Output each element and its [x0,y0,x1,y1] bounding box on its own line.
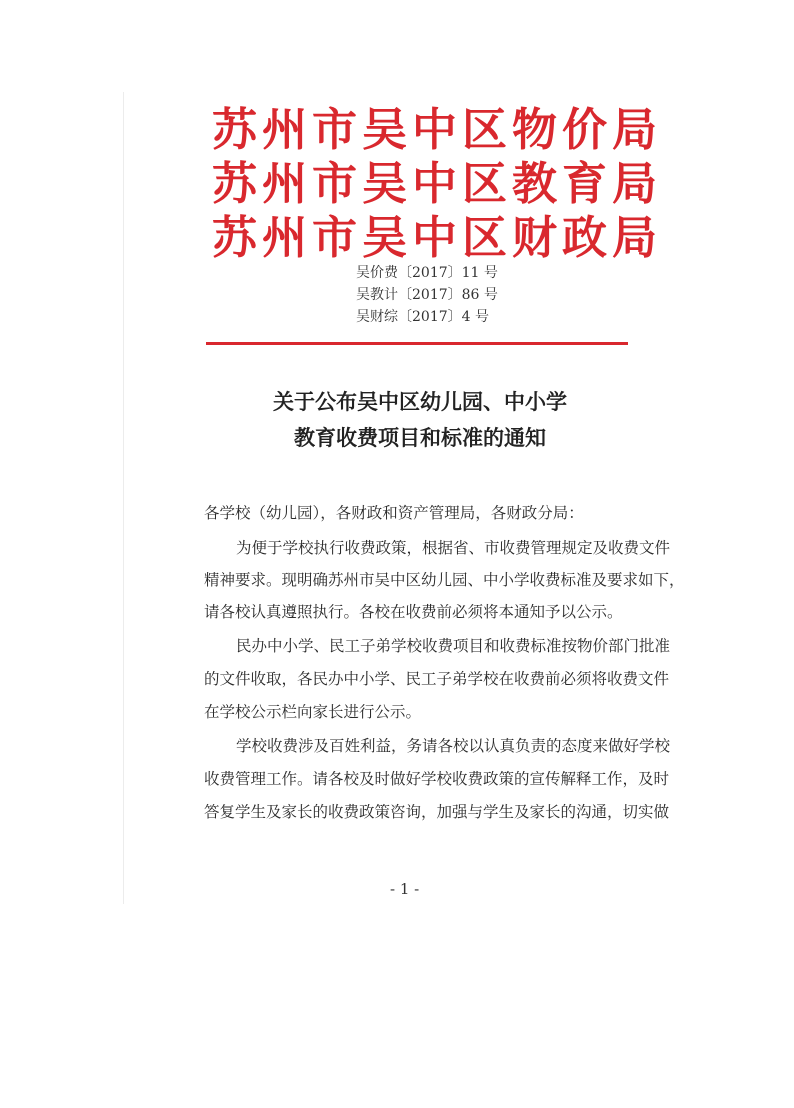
paragraph-line: 的文件收取，各民办中小学、民工子弟学校在收费前必须将收费文件 [204,670,670,688]
salutation: 各学校（幼儿园），各财政和资产管理局，各财政分局： [204,504,584,522]
paragraph-line: 答复学生及家长的收费政策咨询，加强与学生及家长的沟通，切实做 [204,803,670,821]
issuer-name: 苏州市吴中区教育局 [212,157,663,210]
document-number: 吴价费〔2017〕11 号 [356,265,498,281]
page-number: - 1 - [390,880,420,898]
paragraph-line: 学校收费涉及百姓利益，务请各校以认真负责的态度来做好学校 [236,737,671,755]
document-number: 吴教计〔2017〕86 号 [356,287,498,303]
paragraph-line: 为便于学校执行收费政策，根据省、市收费管理规定及收费文件 [236,539,671,557]
paragraph-line: 请各校认真遵照执行。各校在收费前必须将本通知予以公示。 [204,603,623,621]
document-number: 吴财综〔2017〕4 号 [356,309,489,325]
document-title: 教育收费项目和标准的通知 [294,425,546,450]
document-title: 关于公布吴中区幼儿园、中小学 [273,389,567,414]
paragraph-line: 收费管理工作。请各校及时做好学校收费政策的宣传解释工作，及时 [204,770,670,788]
issuer-name: 苏州市吴中区物价局 [212,103,663,156]
red-header-rule [206,342,628,345]
paragraph-line: 在学校公示栏向家长进行公示。 [204,703,422,721]
paragraph-line: 民办中小学、民工子弟学校收费项目和收费标准按物价部门批准 [236,637,671,655]
scan-edge [123,92,124,904]
issuer-name: 苏州市吴中区财政局 [212,211,663,264]
paragraph-line: 精神要求。现明确苏州市吴中区幼儿园、中小学收费标准及要求如下， [204,571,685,589]
